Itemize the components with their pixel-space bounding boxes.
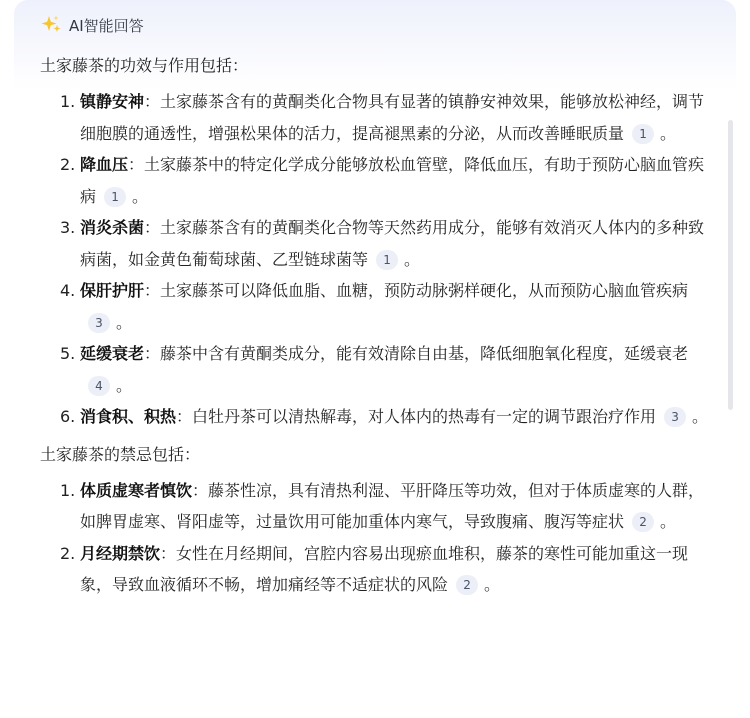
- sparkle-icon: [40, 14, 62, 36]
- benefits-list: [40, 86, 710, 433]
- citation-badge[interactable]: 4: [88, 376, 110, 396]
- citation-badge[interactable]: 3: [88, 313, 110, 333]
- list-item: 1. 体质虚寒者慎饮：藤茶性凉，具有清热利湿、平肝降压等功效，但对于体质虚寒的人群，如脾胃虚寒、肾阳虚等，过量饮用可能加重体内寒气，导致腹痛、腹泻等症状 2 。: [60, 480, 705, 531]
- ai-answer-card: [14, 0, 736, 718]
- citation-badge[interactable]: 2: [456, 575, 478, 595]
- citation-badge[interactable]: 1: [376, 250, 398, 270]
- scrollbar[interactable]: [728, 120, 733, 410]
- list-item: 2. 月经期禁饮：女性在月经期间，宫腔内容易出现瘀血堆积，藤茶的寒性可能加重这一现象，导致血液循环不畅，增加痛经等不适症状的风险 2 。: [60, 543, 689, 594]
- list-item: 6. 消食积、积热：白牡丹茶可以清热解毒，对人体内的热毒有一定的调节跟治疗作用 3 。: [60, 407, 709, 426]
- item-term: 月经期禁饮: [80, 543, 161, 563]
- item-text: ：土家藤茶中的特定化学成分能够放松血管壁，降低血压，有助于预防心脑血管疾病: [80, 155, 705, 206]
- answer-content: [40, 50, 710, 605]
- answer-title: AI智能回答: [69, 16, 144, 35]
- answer-header: [40, 12, 144, 38]
- list-item: 2. 降血压：土家藤茶中的特定化学成分能够放松血管壁，降低血压，有助于预防心脑血管疾病 1 。: [60, 155, 705, 206]
- list-item: 3. 消炎杀菌：土家藤茶含有的黄酮类化合物等天然药用成分，能够有效消灭人体内的多种致病菌，如金黄色葡萄球菌、乙型链球菌等 1 。: [60, 218, 705, 269]
- item-text: ：土家藤茶可以降低血脂、血糖，预防动脉粥样硬化，从而预防心脑血管疾病: [144, 281, 689, 300]
- section-intro-benefits: 土家藤茶的功效与作用包括：: [40, 56, 249, 75]
- item-text: ：土家藤茶含有的黄酮类化合物等天然药用成分，能够有效消灭人体内的多种致病菌，如金黄色葡萄球菌、乙型链球菌等: [80, 218, 705, 269]
- item-term: 延缓衰老: [80, 344, 145, 363]
- section-intro-taboos: 土家藤茶的禁忌包括：: [40, 444, 201, 464]
- item-term: 保肝护肝: [80, 281, 145, 300]
- item-term: 消食积、积热: [80, 407, 177, 426]
- item-text: ：藤茶中含有黄酮类成分，能有效清除自由基，降低细胞氧化程度，延缓衰老: [144, 344, 689, 363]
- item-term: 消炎杀菌: [80, 218, 145, 237]
- item-text: ：土家藤茶含有的黄酮类化合物具有显著的镇静安神效果，能够放松神经，调节细胞膜的通透性，增强松果体的活力，提高褪黑素的分泌，从而改善睡眠质量: [80, 92, 705, 143]
- citation-badge[interactable]: 1: [104, 187, 126, 207]
- item-text: ：女性在月经期间，宫腔内容易出现瘀血堆积，藤茶的寒性可能加重这一现象，导致血液循环不畅，增加痛经等不适症状的风险: [80, 543, 689, 594]
- citation-badge[interactable]: 1: [632, 124, 654, 144]
- item-term: 体质虚寒者慎饮: [80, 480, 193, 500]
- item-text: ：白牡丹茶可以清热解毒，对人体内的热毒有一定的调节跟治疗作用: [176, 407, 657, 426]
- item-term: 镇静安神: [80, 92, 145, 111]
- citation-badge[interactable]: 2: [632, 512, 654, 532]
- item-term: 降血压: [80, 155, 129, 174]
- citation-badge[interactable]: 3: [664, 407, 686, 427]
- list-item: 5. 延缓衰老：藤茶中含有黄酮类成分，能有效清除自由基，降低细胞氧化程度，延缓衰老4 。: [60, 344, 689, 395]
- list-item: 1. 镇静安神：土家藤茶含有的黄酮类化合物具有显著的镇静安神效果，能够放松神经，调节细胞膜的通透性，增强松果体的活力，提高褪黑素的分泌，从而改善睡眠质量 1 。: [60, 92, 705, 143]
- item-text: ：藤茶性凉，具有清热利湿、平肝降压等功效，但对于体质虚寒的人群，如脾胃虚寒、肾阳虚等，过量饮用可能加重体内寒气，导致腹痛、腹泻等症状: [80, 480, 705, 531]
- list-item: 4. 保肝护肝：土家藤茶可以降低血脂、血糖，预防动脉粥样硬化，从而预防心脑血管疾病3 。: [60, 281, 689, 332]
- taboos-list: [40, 475, 710, 601]
